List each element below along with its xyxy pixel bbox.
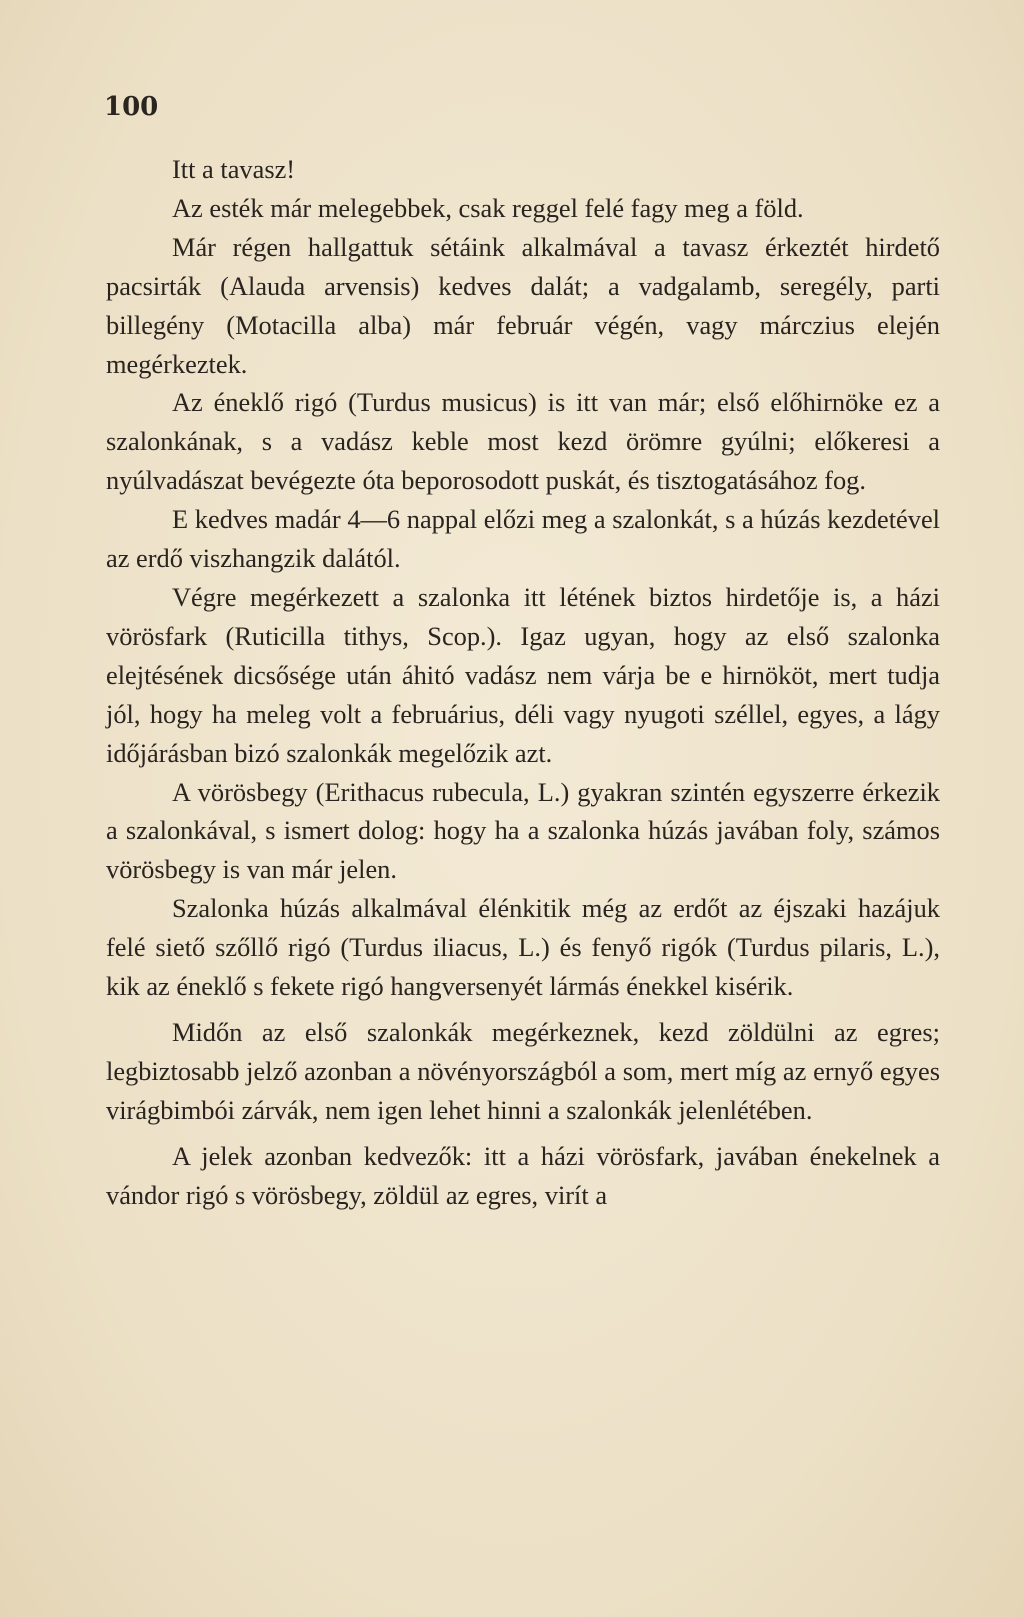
paragraph: Már régen hallgattuk sétáink alkalmával a tavasz érkeztét hirdető pacsirták (Alauda arvensis) kedves dalát; a vadgalamb, seregély, parti billegény (Motacilla alba) már február végén, vagy márczius elején megérkeztek. (106, 231, 940, 379)
paragraph: E kedves madár 4—6 nappal előzi meg a szalonkát, s a húzás kezdetével az erdő viszhangzik dalától. (106, 504, 940, 574)
paragraph: Végre megérkezett a szalonka itt létének biztos hirdetője is, a házi vörösfark (Ruticilla tithys, Scop.). Igaz ugyan, hogy az első szalonka elejtésének dicsősége után áhitó vadász nem várja be e hirnököt, mert tudja jól, hogy ha meleg volt a februárius, déli vagy nyugoti széllel, egyes, a lágy időjárásban bizó szalonkák megelőzik azt. (106, 581, 940, 768)
paragraph: Itt a tavasz! (172, 154, 296, 184)
paragraph: Szalonka húzás alkalmával élénkitik még az erdőt az éjszaki hazájuk felé siető szőllő rigó (Turdus iliacus, L.) és fenyő rigók (Turdus pilaris, L.), kik az éneklő s fekete rigó hangversenyét lármás énekkel kisérik. (106, 893, 940, 1002)
paragraph: Midőn az első szalonkák megérkeznek, kezd zöldülni az egres; legbiztosabb jelző azonban a növényországból a som, mert míg az ernyő egyes virágbimbói zárvák, nem igen lehet hinni a szalonkák jelenlétében. (106, 1016, 940, 1125)
page-number: 100 (104, 92, 159, 122)
body-text (106, 150, 940, 1214)
paragraph: Az éneklő rigó (Turdus musicus) is itt van már; első előhirnöke ez a szalonkának, s a vadász keble most kezd örömre gyúlni; előkeresi a nyúlvadászat bevégezte óta beporosodott puskát, és tisztogatásához fog. (106, 387, 940, 496)
paragraph: A jelek azonban kedvezők: itt a házi vörösfark, javában énekelnek a vándor rigó s vörösbegy, zöldül az egres, virít a (106, 1140, 940, 1210)
paragraph: Az esték már melegebbek, csak reggel felé fagy meg a föld. (172, 192, 804, 223)
paragraph: A vörösbegy (Erithacus rubecula, L.) gyakran szintén egyszerre érkezik a szalonkával, s ismert dolog: hogy ha a szalonka húzás javában foly, számos vörösbegy is van már jelen. (106, 776, 940, 885)
